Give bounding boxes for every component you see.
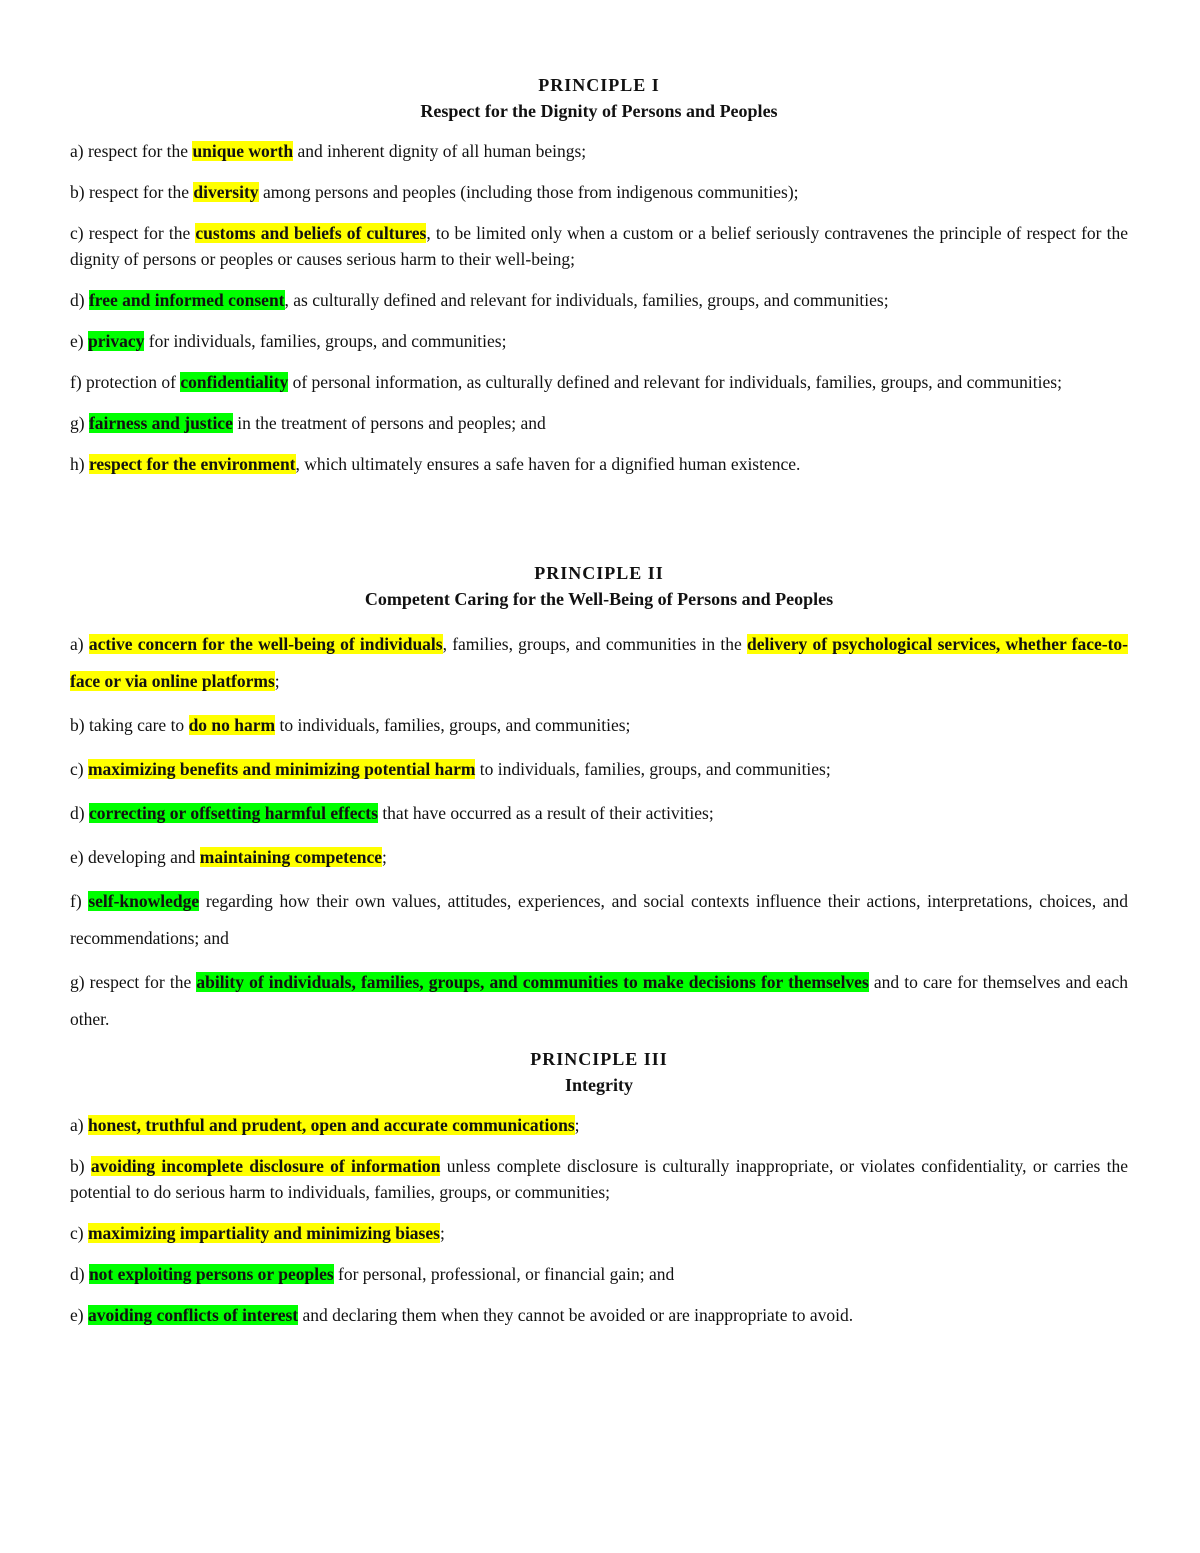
item-text: to individuals, families, groups, and communities; — [275, 715, 631, 735]
highlighted-phrase: diversity — [193, 182, 259, 202]
principle-item — [70, 328, 1128, 354]
highlighted-phrase: free and informed consent — [88, 290, 285, 310]
item-text: g) — [70, 413, 89, 433]
principle-2-section — [70, 560, 1128, 1038]
principle-item — [70, 795, 1128, 832]
item-text: ; — [274, 671, 280, 691]
item-text: and declaring them when they cannot be avoided or are inappropriate to avoid. — [298, 1305, 854, 1325]
highlighted-phrase: confidentiality — [180, 372, 289, 392]
item-text: , to be limited only when a custom or a belief seriously contravenes the principle of respect for the dignity of persons or peoples or causes serious harm to their well-being; — [70, 223, 1128, 269]
item-text: a) respect for the — [70, 141, 193, 161]
principle-item — [70, 626, 1128, 700]
principle-number: PRINCIPLE I — [538, 75, 660, 95]
principle-number: PRINCIPLE II — [534, 563, 664, 583]
principle-item — [70, 751, 1128, 788]
item-text: that have occurred as a result of their activities; — [377, 803, 714, 823]
item-text: ; — [439, 1223, 445, 1243]
item-text: c) — [70, 759, 88, 779]
principle-item — [70, 179, 1128, 205]
principle-item — [70, 451, 1128, 477]
principle-items — [70, 626, 1128, 1038]
item-text: b) taking care to — [70, 715, 189, 735]
highlighted-phrase: respect for the environment — [88, 454, 296, 474]
item-text: ; — [382, 847, 387, 867]
principle-item — [70, 707, 1128, 744]
item-text: in the treatment of persons and peoples; and — [232, 413, 546, 433]
principle-3-section — [70, 1046, 1128, 1328]
item-text: h) — [70, 454, 89, 474]
item-text: d) — [70, 1264, 89, 1284]
item-text: f) — [70, 891, 89, 911]
highlighted-phrase: active concern for the well-being of individuals — [88, 634, 443, 654]
item-text: among persons and peoples (including those from indigenous communities); — [258, 182, 799, 202]
principle-title: Respect for the Dignity of Persons and Peoples — [420, 101, 778, 121]
principle-item — [70, 1261, 1128, 1287]
principle-item — [70, 369, 1128, 395]
principle-item — [70, 883, 1128, 957]
principle-item — [70, 138, 1128, 164]
highlighted-phrase: privacy — [87, 331, 145, 351]
principle-item — [70, 410, 1128, 436]
highlighted-phrase: customs and beliefs of cultures — [195, 223, 427, 243]
item-text: f) protection of — [70, 372, 181, 392]
item-text: and to care for themselves and each other. — [70, 972, 1128, 1029]
item-text: of personal information, as culturally defined and relevant for individuals, families, groups, and communities; — [288, 372, 1062, 392]
highlighted-phrase: ability of individuals, families, groups, and communities to make decisions for themselves — [196, 972, 869, 992]
principle-items — [70, 1112, 1128, 1328]
principle-1-section — [70, 72, 1128, 477]
item-text: ; — [574, 1115, 580, 1135]
highlighted-phrase: maintaining competence — [199, 847, 383, 867]
principle-title: Integrity — [565, 1075, 633, 1095]
item-text: b) — [70, 1156, 91, 1176]
principle-item — [70, 1153, 1128, 1205]
highlighted-phrase: avoiding incomplete disclosure of information — [90, 1156, 441, 1176]
item-text: e) — [70, 331, 88, 351]
item-text: d) — [70, 803, 89, 823]
highlighted-phrase: correcting or offsetting harmful effects — [88, 803, 378, 823]
highlighted-phrase: maximizing impartiality and minimizing biases — [87, 1223, 440, 1243]
highlighted-phrase: avoiding conflicts of interest — [87, 1305, 299, 1325]
highlighted-phrase: self-knowledge — [88, 891, 200, 911]
item-text: , which ultimately ensures a safe haven for a dignified human existence. — [295, 454, 801, 474]
principle-item — [70, 287, 1128, 313]
highlighted-phrase: fairness and justice — [88, 413, 233, 433]
principle-item — [70, 839, 1128, 876]
item-text: e) — [70, 1305, 88, 1325]
item-text: b) respect for the — [70, 182, 194, 202]
principle-items — [70, 138, 1128, 477]
principle-title: Competent Caring for the Well-Being of Persons and Peoples — [364, 589, 834, 609]
item-text: a) — [70, 1115, 88, 1135]
highlighted-phrase: not exploiting persons or peoples — [88, 1264, 334, 1284]
item-text: a) — [70, 634, 89, 654]
principle-item — [70, 1112, 1128, 1138]
item-text: d) — [70, 290, 89, 310]
highlighted-phrase: do no harm — [188, 715, 276, 735]
principle-item — [70, 220, 1128, 272]
item-text: c) respect for the — [70, 223, 196, 243]
item-text: regarding how their own values, attitudes, experiences, and social contexts influence their actions, interpretations, choices, and recommendations; and — [70, 891, 1129, 948]
item-text: for personal, professional, or financial gain; and — [333, 1264, 675, 1284]
item-text: , families, groups, and communities in the — [442, 634, 747, 654]
highlighted-phrase: unique worth — [192, 141, 294, 161]
item-text: to individuals, families, groups, and communities; — [475, 759, 831, 779]
principle-item — [70, 964, 1128, 1038]
principle-item — [70, 1302, 1128, 1328]
item-text: for individuals, families, groups, and communities; — [144, 331, 507, 351]
item-text: , as culturally defined and relevant for individuals, families, groups, and communities; — [284, 290, 889, 310]
highlighted-phrase: delivery of psychological services, whether face-to-face or via online platforms — [70, 634, 1129, 691]
principle-number: PRINCIPLE III — [530, 1049, 668, 1069]
item-text: e) developing and — [70, 847, 200, 867]
item-text: unless complete disclosure is culturally inappropriate, or violates confidentiality, or carries the potential to do serious harm to individuals, families, groups, or communities; — [70, 1156, 1128, 1202]
highlighted-phrase: honest, truthful and prudent, open and accurate communications — [87, 1115, 575, 1135]
item-text: c) — [70, 1223, 88, 1243]
highlighted-phrase: maximizing benefits and minimizing potential harm — [87, 759, 476, 779]
item-text: and inherent dignity of all human beings; — [293, 141, 587, 161]
principle-item — [70, 1220, 1128, 1246]
item-text: g) respect for the — [70, 972, 197, 992]
